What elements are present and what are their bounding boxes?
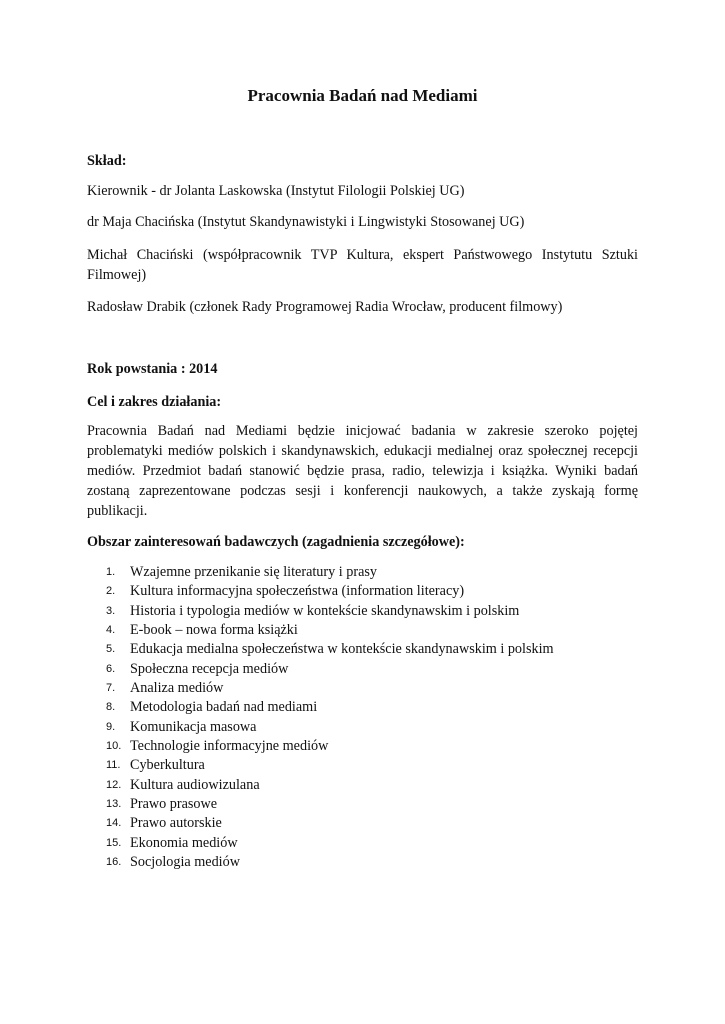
list-item [87, 718, 638, 737]
list-number: 3. [106, 604, 116, 617]
list-text: Edukacja medialna społeczeństwa w kontekście skandynawskim i polskim [130, 641, 554, 658]
list-text: Komunikacja masowa [130, 718, 257, 735]
list-item [87, 814, 638, 833]
list-number: 9. [106, 720, 116, 733]
founded-year: Rok powstania : 2014 [87, 361, 218, 377]
list-text: Prawo autorskie [130, 815, 222, 832]
list-text: Technologie informacyjne mediów [130, 737, 329, 754]
goal-paragraph: Pracownia Badań nad Mediami będzie inicjować badania w zakresie szeroko pojętej problematyki mediów polskich i skandynawskich, edukacji medialnej oraz społecznej recepcji mediów. Przedmiot badań stanowić będzie prasa, radio, telewizja i książka. Wyniki badań zostaną zaprezentowane podczas sesji i konferencji naukowych, a także zyskają formę publikacji. [87, 423, 638, 519]
list-item [87, 660, 638, 679]
list-text: Kultura informacyjna społeczeństwa (information literacy) [130, 583, 465, 600]
list-item [87, 795, 638, 814]
list-item [87, 776, 638, 795]
sklad-heading: Skład: [87, 153, 127, 169]
list-item [87, 679, 638, 698]
list-text: Socjologia mediów [130, 853, 240, 870]
member-item: Michał Chaciński (współpracownik TVP Kultura, ekspert Państwowego Instytutu Sztuki Filmowej) [87, 247, 638, 283]
list-item [87, 834, 638, 853]
list-item [87, 640, 638, 659]
list-text: Społeczna recepcja mediów [130, 660, 289, 677]
list-number: 14. [106, 817, 122, 830]
goal-heading: Cel i zakres działania: [87, 394, 222, 410]
list-item [87, 756, 638, 775]
list-number: 11. [106, 759, 121, 772]
list-text: Wzajemne przenikanie się literatury i prasy [130, 564, 377, 580]
member-item: dr Maja Chacińska (Instytut Skandynawistyki i Lingwistyki Stosowanej UG) [87, 214, 525, 230]
list-number: 6. [106, 662, 116, 675]
list-number: 1. [106, 566, 116, 578]
page-title: Pracownia Badań nad Mediami [247, 86, 478, 105]
list-number: 2. [106, 585, 116, 598]
list-text: Cyberkultura [130, 757, 205, 774]
list-text: Metodologia badań nad mediami [130, 699, 318, 716]
list-item [87, 602, 638, 621]
list-text: Analiza mediów [130, 679, 224, 696]
interests-list [87, 563, 638, 872]
interests-heading: Obszar zainteresowań badawczych (zagadnienia szczegółowe): [87, 534, 465, 550]
list-number: 8. [106, 701, 116, 714]
list-number: 7. [106, 681, 116, 694]
list-text: Prawo prasowe [130, 795, 218, 812]
list-item [87, 621, 638, 640]
list-text: Ekonomia mediów [130, 834, 238, 851]
list-item [87, 737, 638, 756]
list-number: 16. [106, 855, 122, 868]
list-item [87, 582, 638, 601]
list-item [87, 563, 638, 582]
list-number: 4. [106, 623, 116, 636]
list-number: 12. [106, 778, 122, 791]
list-text: E-book – nowa forma książki [130, 621, 298, 638]
list-number: 15. [106, 836, 122, 849]
list-text: Historia i typologia mediów w kontekście skandynawskim i polskim [130, 602, 520, 619]
list-number: 10. [106, 739, 122, 752]
list-item [87, 853, 638, 872]
list-item [87, 698, 638, 717]
list-number: 5. [106, 643, 116, 656]
member-item: Kierownik - dr Jolanta Laskowska (Instytut Filologii Polskiej UG) [87, 183, 465, 199]
list-text: Kultura audiowizulana [130, 776, 260, 793]
member-item: Radosław Drabik (członek Rady Programowej Radia Wrocław, producent filmowy) [87, 299, 563, 315]
list-number: 13. [106, 797, 122, 810]
